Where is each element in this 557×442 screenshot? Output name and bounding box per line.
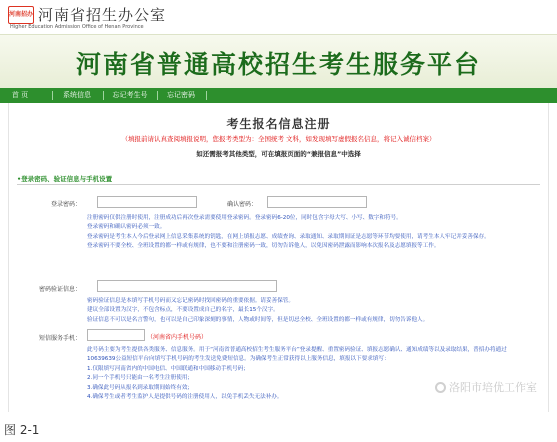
- registration-form: [8, 103, 549, 412]
- banner-title: 河南省普通高校招生考生服务平台: [75, 50, 481, 79]
- password-help-line: 注册密码仅供注册时使用，注册成功后再次登录需要使用登录密码。登录密码6-20位，同时包含字母大写、小写、数字和符号。: [87, 215, 402, 221]
- verify-help-line: 建议全部设置为汉字，不包含标点，不要设置成自己的名字，最长15个汉字。: [87, 307, 279, 314]
- phone-help-line: 2.同一个手机号只能由一名考生注册使用；: [87, 375, 194, 382]
- figure-caption: 图 2-1: [4, 423, 40, 437]
- verify-info-input[interactable]: [97, 280, 277, 292]
- nav-separator: [103, 91, 104, 100]
- nav-item-forgot-exam-number[interactable]: 忘记考生号: [112, 91, 148, 99]
- nav-item-forgot-password[interactable]: 忘记密码: [167, 91, 195, 99]
- form-title: 考生报名信息注册: [226, 117, 331, 131]
- phone-help-line: 4.确保考生或者考生监护人是提供号码的注册使用人，以免手机丢失无法补办。: [87, 394, 283, 401]
- nav-separator: [206, 91, 207, 100]
- nav-separator: [157, 91, 158, 100]
- nav-separator: [52, 91, 53, 100]
- section-title: •登录密码、验证信息与手机设置: [17, 175, 113, 183]
- phone-label: 短信服务手机：: [38, 335, 81, 342]
- main-nav: [0, 88, 557, 103]
- confirm-password-label: 确认密码：: [226, 201, 257, 208]
- password-help: [87, 214, 527, 252]
- password-help-line: 登录密码不要全校、全班设置的都一样或有规律，也不要和注册密码一致，切勿告诉他人，以免因密码泄露而影响本次报名及志愿填报等工作。: [87, 243, 440, 250]
- verify-help-line: 密码验证信息是本填写手机号码而又忘记密码时找回密码的重要依据。请妥善保管。: [87, 298, 294, 304]
- office-name: 河南省招生办公室: [38, 6, 167, 24]
- verify-help: [87, 297, 527, 325]
- watermark: [435, 379, 537, 395]
- logo-row: [0, 0, 557, 34]
- password-input[interactable]: [97, 196, 197, 208]
- phone-help-line: 1.仅限填写河南省内的中国电信、中国联通和中国移动手机号码；: [87, 365, 249, 372]
- watermark-logo-icon: [435, 382, 446, 393]
- password-help-line: 登录密码和确认密码必须一致。: [87, 224, 166, 231]
- office-name-en: Higher Education Admission Office of Henan Province: [10, 24, 144, 30]
- phone-help-line: 此号码主要为考生提供各类服务、信息服务。用于“河南省普通高校招生考生服务平台”登录提醒、重置密码验证、填报志愿确认、通知成绩等以及录取结果，普招办将通过10639639公益短信平台向填写手机号码的考生发送免费短信息。为确保考生正常获得以上服务信息，填报以下要求填写：: [87, 347, 507, 363]
- verify-info-label: 密码验证信息：: [38, 286, 81, 293]
- verify-help-line: 验证信息不可以是名言警句，也可以是自己印象深刻的事情，人物或时间等，但是切忌全校、全班设置的都一样或有规律，切勿告诉他人。: [87, 316, 429, 323]
- site-banner: [0, 34, 557, 88]
- phone-hint: （河南省内手机号码）: [147, 334, 208, 341]
- form-notice-extra: 如还需报考其他类型，可在填报页面的“兼报信息”中选择: [196, 150, 361, 158]
- nav-item-home[interactable]: 首 页: [11, 91, 29, 99]
- phone-help-line: 3.确保此号码从报名到录取期间始终有效；: [87, 384, 194, 391]
- password-help-line: 登录密码是考生本人今后登录网上信息采集系统的钥匙，在网上填报志愿、成绩查询、录取通知、录取期间证是志愿等环节均要使用，请考生本人牢记并妥善保存。: [87, 233, 490, 240]
- phone-input[interactable]: [87, 329, 145, 341]
- office-seal-icon: 河南招办: [8, 6, 34, 24]
- confirm-password-input[interactable]: [267, 196, 367, 208]
- section-divider: [17, 184, 540, 185]
- nav-item-system-info[interactable]: 系统信息: [63, 91, 91, 99]
- password-label: 登录密码：: [50, 201, 81, 208]
- form-notice: （填报前请认真查阅填报说明，您报考类型为：全国统考 文科，如发现填写虚假报名信息，将记入诚信档案）: [121, 135, 436, 143]
- watermark-text: 洛阳市培优工作室: [449, 381, 537, 394]
